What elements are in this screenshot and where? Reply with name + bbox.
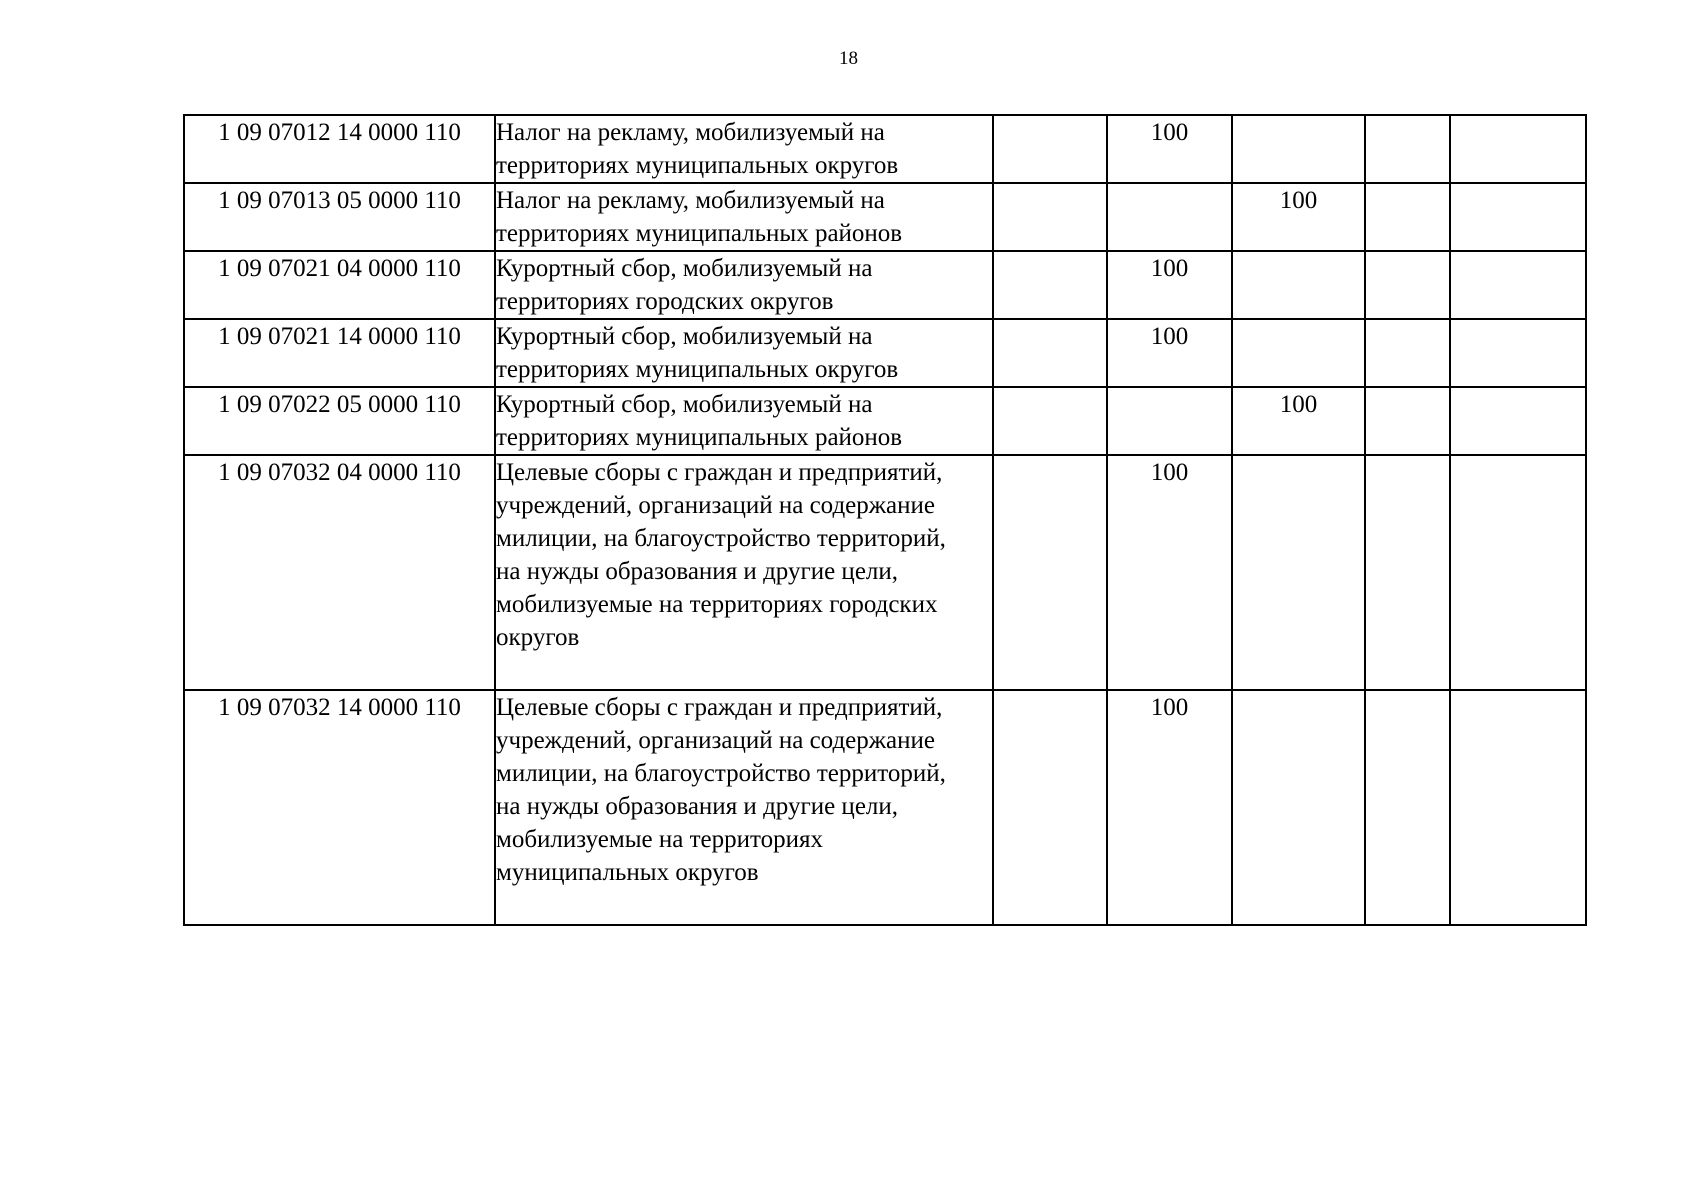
- value-cell: [1365, 319, 1450, 387]
- value-cell: [1365, 690, 1450, 925]
- page-number: 18: [839, 48, 858, 69]
- budget-code-cell: 1 09 07012 14 0000 110: [184, 115, 495, 183]
- value-cell: 100: [1107, 319, 1232, 387]
- value-cell: 100: [1107, 455, 1232, 690]
- table-row: [184, 387, 1586, 455]
- value-cell: [1450, 319, 1586, 387]
- value-cell: [993, 319, 1107, 387]
- revenue-name-cell: [495, 115, 993, 183]
- value-cell: [993, 387, 1107, 455]
- value-cell: [993, 455, 1107, 690]
- value-cell: [1450, 183, 1586, 251]
- budget-revenue-table: [183, 114, 1587, 926]
- name-line: милиции, на благоустройство территорий,: [496, 760, 946, 787]
- value-cell: [1450, 387, 1586, 455]
- name-line: Курортный сбор, мобилизуемый на: [496, 391, 873, 418]
- value-cell: 100: [1107, 251, 1232, 319]
- revenue-name-cell: [495, 319, 993, 387]
- table-row: [184, 115, 1586, 183]
- table-row: [184, 183, 1586, 251]
- table-row: [184, 455, 1586, 690]
- value-cell: [1365, 251, 1450, 319]
- name-line: Налог на рекламу, мобилизуемый на: [496, 119, 885, 146]
- name-line: Курортный сбор, мобилизуемый на: [496, 323, 873, 350]
- value-cell: 100: [1232, 183, 1365, 251]
- value-cell: [1107, 387, 1232, 455]
- value-cell: [993, 251, 1107, 319]
- name-line: на нужды образования и другие цели,: [496, 793, 899, 820]
- value-cell: [993, 183, 1107, 251]
- value-cell: [1365, 387, 1450, 455]
- table-row: [184, 319, 1586, 387]
- revenue-name-cell: [495, 387, 993, 455]
- value-cell: [1450, 690, 1586, 925]
- budget-code-cell: 1 09 07021 04 0000 110: [184, 251, 495, 319]
- value-cell: [1232, 319, 1365, 387]
- name-line: мобилизуемые на территориях: [496, 826, 823, 853]
- value-cell: [1365, 183, 1450, 251]
- table-row: [184, 690, 1586, 925]
- value-cell: [1232, 455, 1365, 690]
- name-line: Налог на рекламу, мобилизуемый на: [496, 187, 885, 214]
- table-row: [184, 251, 1586, 319]
- value-cell: 100: [1107, 690, 1232, 925]
- name-line: территориях муниципальных округов: [496, 356, 899, 383]
- value-cell: [1450, 115, 1586, 183]
- budget-code-cell: 1 09 07013 05 0000 110: [184, 183, 495, 251]
- name-line: Курортный сбор, мобилизуемый на: [496, 255, 873, 282]
- name-line: мобилизуемые на территориях городских: [496, 591, 938, 618]
- value-cell: [993, 690, 1107, 925]
- value-cell: 100: [1232, 387, 1365, 455]
- name-line: учреждений, организаций на содержание: [496, 492, 936, 519]
- revenue-name-cell: [495, 690, 993, 925]
- revenue-name-cell: [495, 183, 993, 251]
- revenue-name-cell: [495, 455, 993, 690]
- name-line: муниципальных округов: [496, 859, 759, 886]
- value-cell: [1450, 251, 1586, 319]
- name-line: территориях муниципальных районов: [496, 220, 903, 247]
- name-line: Целевые сборы с граждан и предприятий,: [496, 459, 943, 486]
- budget-code-cell: 1 09 07032 14 0000 110: [184, 690, 495, 925]
- value-cell: [1232, 690, 1365, 925]
- value-cell: [1365, 455, 1450, 690]
- value-cell: 100: [1107, 115, 1232, 183]
- value-cell: [1450, 455, 1586, 690]
- budget-code-cell: 1 09 07021 14 0000 110: [184, 319, 495, 387]
- revenue-name-cell: [495, 251, 993, 319]
- name-line: территориях городских округов: [496, 288, 834, 315]
- value-cell: [1232, 115, 1365, 183]
- budget-code-cell: 1 09 07022 05 0000 110: [184, 387, 495, 455]
- name-line: милиции, на благоустройство территорий,: [496, 525, 946, 552]
- name-line: территориях муниципальных районов: [496, 424, 903, 451]
- budget-code-cell: 1 09 07032 04 0000 110: [184, 455, 495, 690]
- value-cell: [1365, 115, 1450, 183]
- name-line: территориях муниципальных округов: [496, 152, 899, 179]
- name-line: округов: [496, 624, 580, 651]
- name-line: учреждений, организаций на содержание: [496, 727, 936, 754]
- value-cell: [1107, 183, 1232, 251]
- value-cell: [993, 115, 1107, 183]
- name-line: на нужды образования и другие цели,: [496, 558, 899, 585]
- value-cell: [1232, 251, 1365, 319]
- name-line: Целевые сборы с граждан и предприятий,: [496, 694, 943, 721]
